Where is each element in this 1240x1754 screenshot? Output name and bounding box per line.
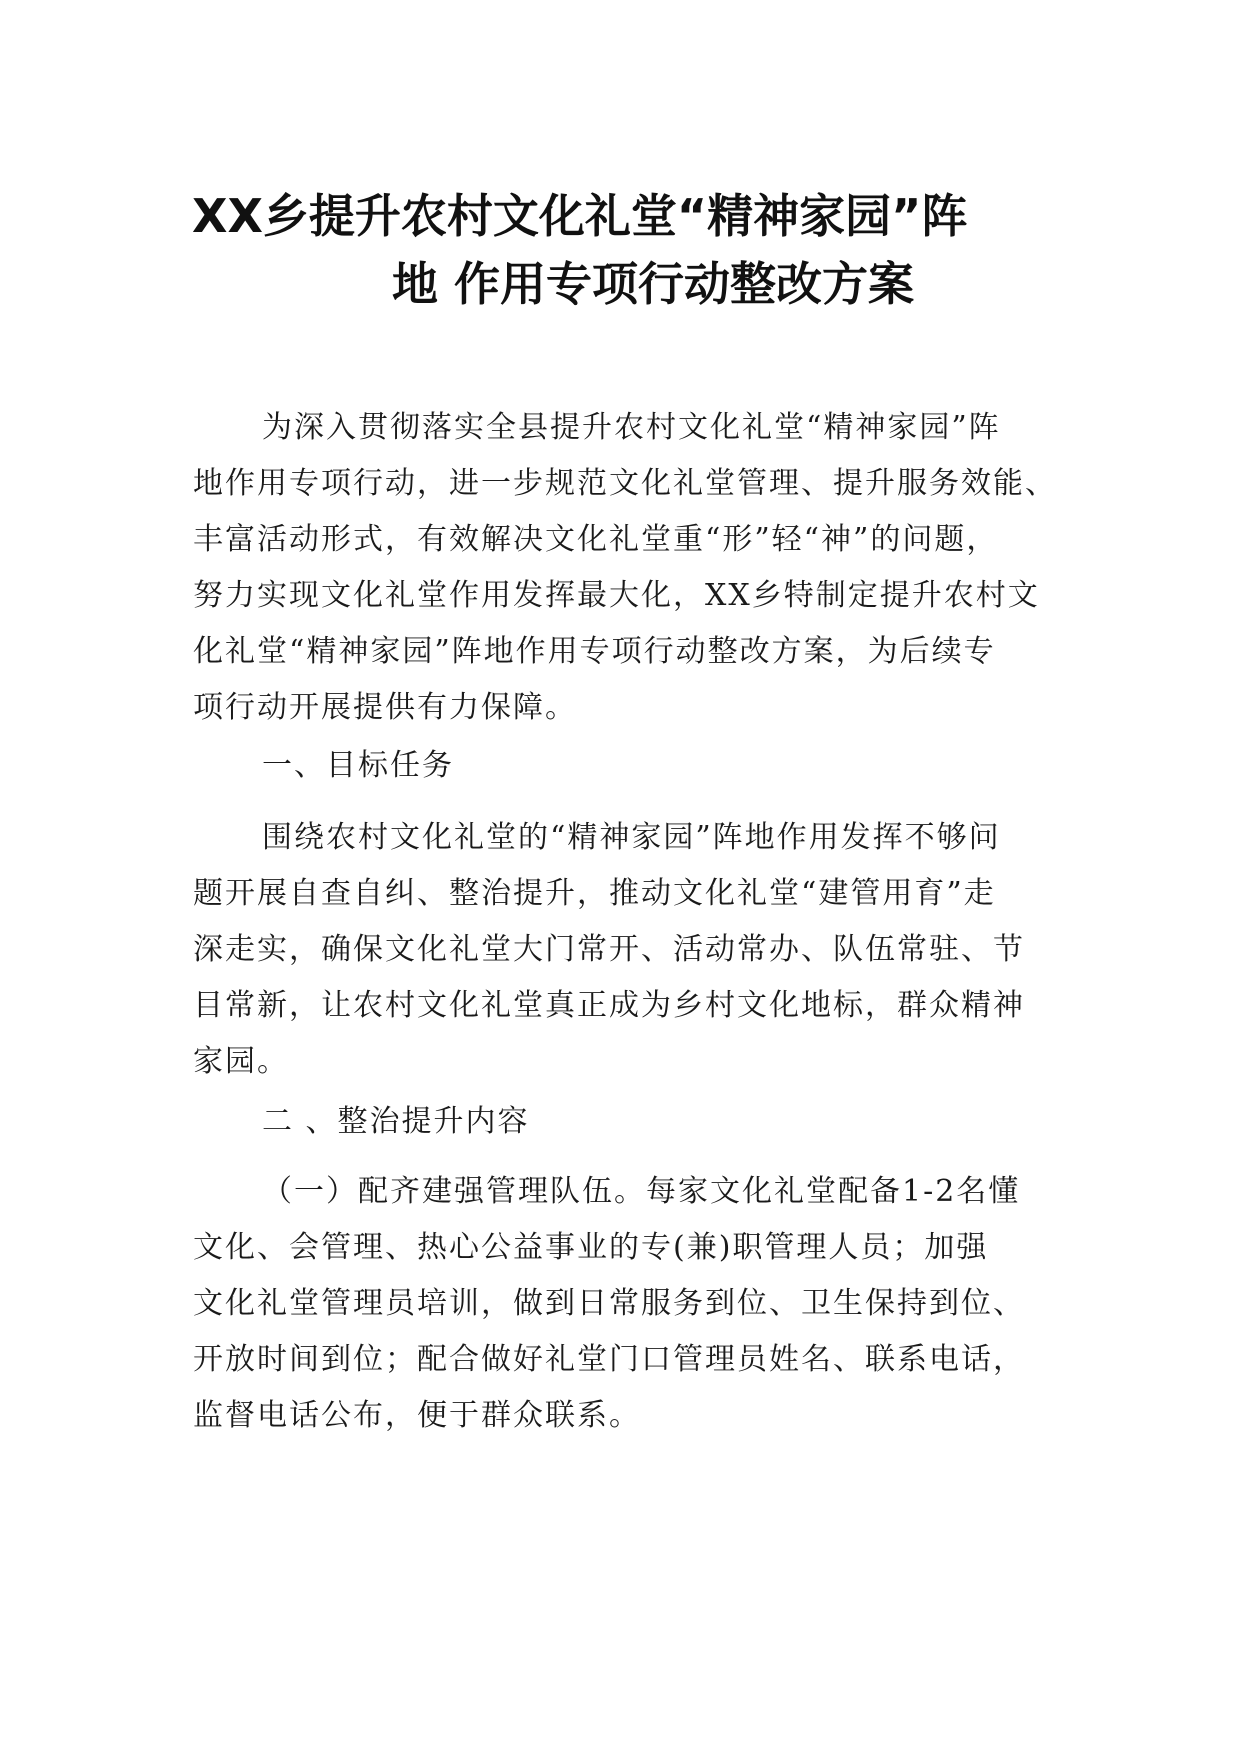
section-2-line-5: 监督电话公布，便于群众联系。 (193, 1398, 641, 1433)
section-2-line-2: 文化、会管理、热心公益事业的专(兼)职管理人员；加强 (193, 1230, 989, 1265)
intro-line-3: 丰富活动形式，有效解决文化礼堂重“形”轻“神”的问题， (193, 522, 999, 557)
section-2-line-1: （一）配齐建强管理队伍。每家文化礼堂配备1-2名懂 (262, 1174, 1021, 1209)
section-1-line-2: 题开展自查自纠、整治提升，推动文化礼堂“建管用育”走 (193, 876, 996, 911)
intro-line-4: 努力实现文化礼堂作用发挥最大化，XX乡特制定提升农村文 (193, 578, 1040, 613)
section-1-line-1: 围绕农村文化礼堂的“精神家园”阵地作用发挥不够问 (262, 820, 1001, 855)
section-2-line-4: 开放时间到位；配合做好礼堂门口管理员姓名、联系电话， (193, 1342, 1025, 1377)
intro-line-2: 地作用专项行动，进一步规范文化礼堂管理、提升服务效能、 (193, 466, 1057, 501)
section-1-line-5: 家园。 (193, 1044, 289, 1079)
intro-line-6: 项行动开展提供有力保障。 (193, 690, 577, 725)
section-1-heading: 一、目标任务 (262, 748, 454, 783)
section-2-line-3: 文化礼堂管理员培训，做到日常服务到位、卫生保持到位、 (193, 1286, 1025, 1321)
intro-line-1: 为深入贯彻落实全县提升农村文化礼堂“精神家园”阵 (262, 410, 1001, 445)
section-2-heading: 二 、整治提升内容 (262, 1104, 530, 1139)
document-title-line-2: 地 作用专项行动整改方案 (392, 257, 915, 311)
document-title-line-1: XX乡提升农村文化礼堂“精神家园”阵 (192, 189, 968, 243)
section-1-line-4: 目常新，让农村文化礼堂真正成为乡村文化地标，群众精神 (193, 988, 1025, 1023)
intro-line-5: 化礼堂“精神家园”阵地作用专项行动整改方案，为后续专 (193, 634, 996, 669)
section-1-line-3: 深走实，确保文化礼堂大门常开、活动常办、队伍常驻、节 (193, 932, 1025, 967)
